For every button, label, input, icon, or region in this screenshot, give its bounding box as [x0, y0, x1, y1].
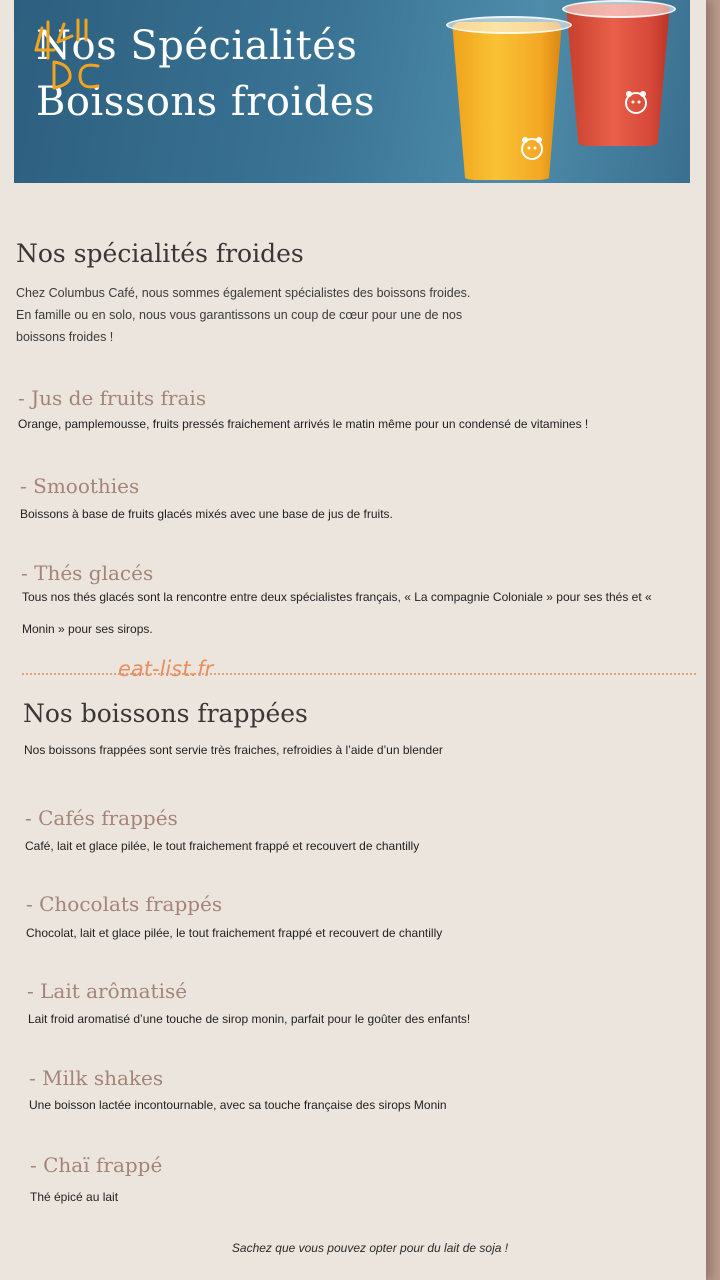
banner-title-line2: Boissons froides	[36, 79, 376, 125]
item-title-cafes-frappes: - Cafés frappés	[25, 806, 178, 830]
item-title-smoothies: - Smoothies	[20, 474, 140, 498]
item-desc-chai-frappe: Thé épicé au lait	[30, 1190, 119, 1204]
banner-title-line1: Nos Spécialités	[36, 23, 358, 69]
item-desc-chocolats-frappes: Chocolat, lait et glace pilée, le tout fraichement frappé et recouvert de chantilly	[26, 926, 443, 940]
item-desc-iced-teas-line1: Tous nos thés glacés sont la rencontre entre deux spécialistes français, « La compagnie Coloniale » pour ses thés et «	[22, 590, 652, 604]
item-desc-lait-aromatise: Lait froid aromatisé d’une touche de sirop monin, parfait pour le goûter des enfants!	[28, 1012, 471, 1026]
item-title-fruit-juice: - Jus de fruits frais	[18, 386, 207, 410]
section-title-cold-specialties: Nos spécialités froides	[16, 239, 304, 268]
item-title-lait-aromatise: - Lait arômatisé	[27, 979, 188, 1003]
item-title-chai-frappe: - Chaï frappé	[30, 1153, 163, 1177]
item-desc-smoothies: Boissons à base de fruits glacés mixés avec une base de jus de fruits.	[20, 507, 393, 521]
item-desc-milk-shakes: Une boisson lactée incontournable, avec sa touche française des sirops Monin	[29, 1098, 447, 1112]
cup-lid	[446, 16, 572, 34]
bear-logo-icon	[518, 134, 546, 162]
watermark: eat-list.fr	[118, 657, 214, 681]
item-title-iced-teas: - Thés glacés	[21, 561, 154, 585]
handwritten-stamp-logo	[32, 10, 112, 90]
intro-line: En famille ou en solo, nous vous garantissons un coup de cœur pour une de nos	[16, 308, 463, 322]
intro-line: Chez Columbus Café, nous sommes également spécialistes des boissons froides.	[16, 286, 471, 300]
soy-milk-note: Sachez que vous pouvez opter pour du lait de soja !	[231, 1241, 509, 1255]
item-desc-iced-teas-line2: Monin » pour ses sirops.	[22, 622, 153, 636]
section-title-frappes: Nos boissons frappées	[23, 699, 308, 728]
item-desc-fruit-juice: Orange, pamplemousse, fruits pressés fraichement arrivés le matin même pour un condensé de vitamines !	[18, 417, 589, 431]
intro-line: boissons froides !	[16, 330, 114, 344]
item-title-milk-shakes: - Milk shakes	[29, 1066, 164, 1090]
header-banner	[14, 0, 690, 183]
item-desc-cafes-frappes: Café, lait et glace pilée, le tout fraichement frappé et recouvert de chantilly	[25, 839, 420, 853]
section-intro-frappes: Nos boissons frappées sont servie très fraiches, refroidies à l’aide d’un blender	[24, 743, 443, 757]
red-smoothie-cup-image	[566, 4, 670, 146]
bear-logo-icon	[622, 88, 650, 116]
cup-lid	[562, 0, 676, 18]
section-intro	[16, 282, 536, 348]
item-title-chocolats-frappes: - Chocolats frappés	[26, 892, 223, 916]
